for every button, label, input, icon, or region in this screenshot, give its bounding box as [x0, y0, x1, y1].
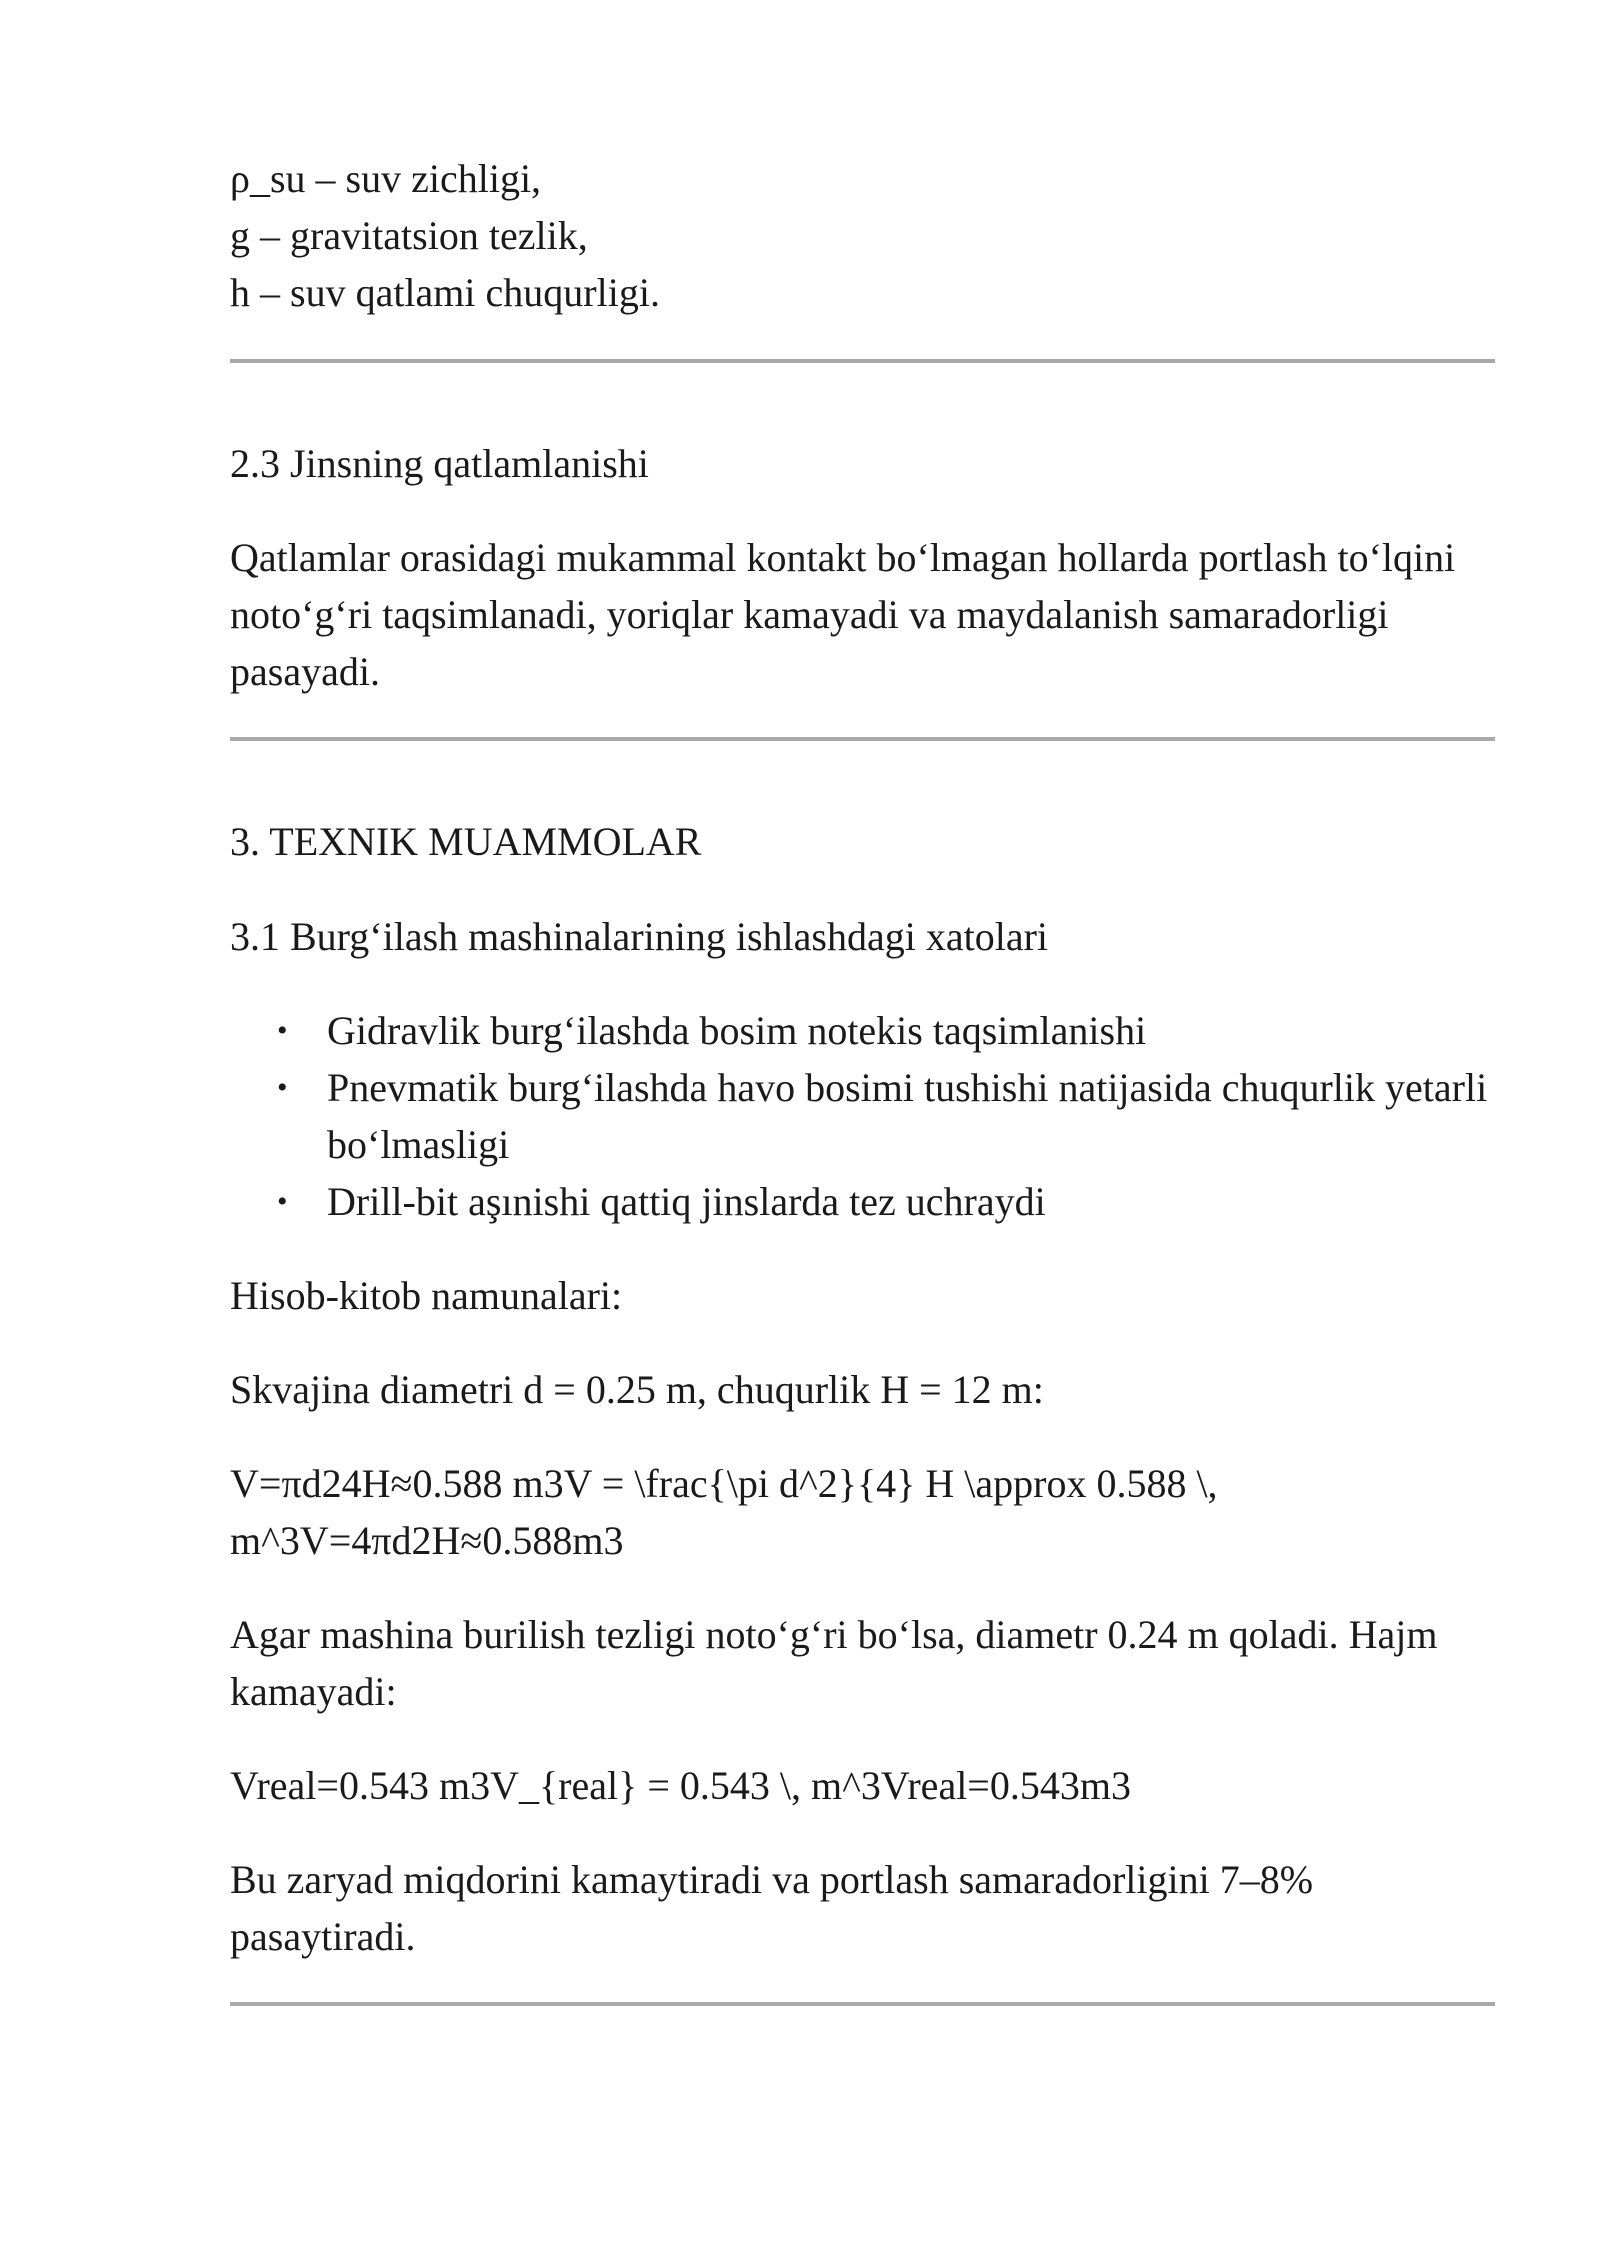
- section-3-1-subheading: 3.1 Burg‘ilash mashinalarining ishlashdagi xatolari: [230, 914, 1049, 959]
- definition-g: g – gravitatsion tezlik,: [230, 213, 588, 258]
- list-item: [277, 1173, 1495, 1230]
- calc-given: Skvajina diametri d = 0.25 m, chuqurlik H = 12 m:: [230, 1367, 1044, 1412]
- bullet-icon: •: [277, 1014, 288, 1047]
- section-3-heading: 3. TEXNIK MUAMMOLAR: [230, 819, 702, 864]
- paragraph-diameter: Agar mashina burilish tezligi noto‘g‘ri bo‘lsa, diametr 0.24 m qoladi. Hajm kamayadi:: [230, 1612, 1438, 1714]
- section-2-3-paragraph: Qatlamlar orasidagi mukammal kontakt bo‘lmagan hollarda portlash to‘lqini noto‘g‘ri taqsimlanadi, yoriqlar kamayadi va maydalanish samaradorligi pasayadi.: [230, 535, 1456, 694]
- list-item: [277, 1059, 1495, 1173]
- document-content: [230, 150, 1495, 2006]
- definition-h: h – suv qatlami chuqurligi.: [230, 270, 660, 315]
- list-item: [277, 1002, 1495, 1059]
- issues-list: [230, 1002, 1495, 1230]
- bullet-icon: •: [277, 1071, 288, 1104]
- divider: [230, 2002, 1495, 2006]
- list-item-text: Pnevmatik burg‘ilashda havo bosimi tushishi natijasida chuqurlik yetarli bo‘lmasligi: [327, 1065, 1488, 1167]
- list-item-text: Gidravlik burg‘ilashda bosim notekis taqsimlanishi: [327, 1008, 1147, 1053]
- section-2-3-heading: 2.3 Jinsning qatlamlanishi: [230, 441, 649, 486]
- list-item-text: Drill-bit aşınishi qattiq jinslarda tez uchraydi: [327, 1179, 1046, 1224]
- bullet-icon: •: [277, 1185, 288, 1218]
- formula-volume: V=πd24H≈0.588 m3V = \frac{\pi d^2}{4} H \approx 0.588 \, m^3V=4πd2H≈0.588m3: [230, 1461, 1218, 1563]
- divider: [230, 359, 1495, 363]
- conclusion-paragraph: Bu zaryad miqdorini kamaytiradi va portlash samaradorligini 7–8% pasaytiradi.: [230, 1857, 1314, 1959]
- definitions-block: [230, 150, 1495, 321]
- calc-intro: Hisob-kitob namunalari:: [230, 1273, 623, 1318]
- formula-volume-real: Vreal=0.543 m3V_{real} = 0.543 \, m^3Vreal=0.543m3: [230, 1763, 1131, 1808]
- divider: [230, 737, 1495, 741]
- definition-rho-su: ρ_su – suv zichligi,: [230, 156, 542, 201]
